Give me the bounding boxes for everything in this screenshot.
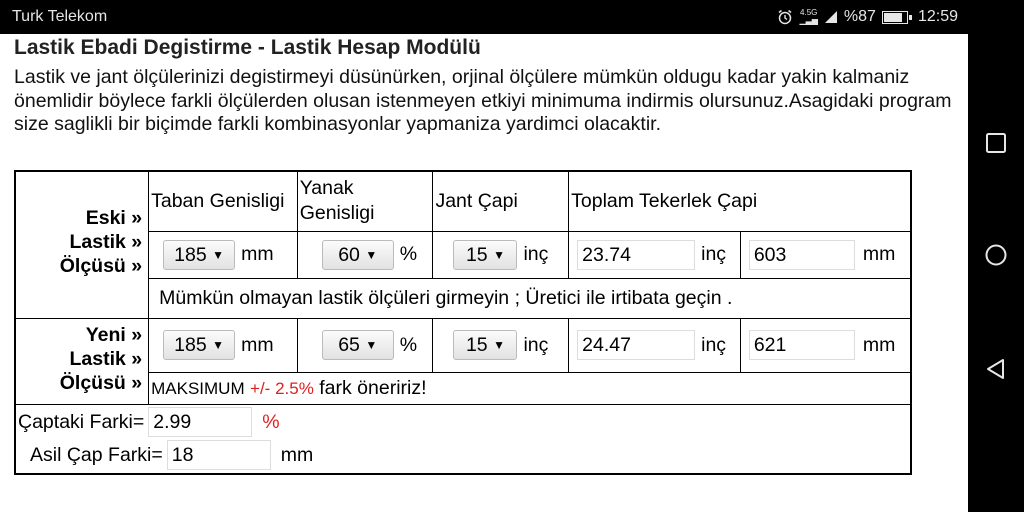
cell-bars-icon [824, 10, 838, 24]
asil-cap-farki-unit: mm [280, 443, 314, 466]
unit-percent: % [399, 333, 418, 356]
yeni-taban-select[interactable] [163, 330, 235, 360]
chevron-down-icon: ▼ [212, 338, 225, 352]
eski-taban-cell [149, 231, 298, 278]
eski-label-line: Ölçüsü » [59, 255, 143, 277]
unit-mm: mm [862, 243, 896, 265]
yeni-taban-cell [149, 318, 298, 372]
chevron-down-icon: ▼ [493, 247, 505, 262]
warning-text: Mümkün olmayan lastik ölçüleri girmeyin ; Üretici ile irtibata geçin . [149, 278, 911, 318]
eski-taban-select[interactable] [163, 240, 235, 270]
unit-mm: mm [862, 333, 896, 356]
eski-label-line: Lastik » [69, 231, 143, 253]
battery-icon [882, 11, 908, 24]
navigation-bar [968, 34, 1024, 512]
unit-inch: inç [701, 333, 727, 356]
asil-cap-farki-row [18, 439, 908, 472]
intro-text: Lastik ve jant ölçülerinizi degistirmeyi düsünürken, orjinal ölçülere mümkün oldugu kadar yakin kalmaniz önemlidir böylece farkli ölçülerden olusan istenmeyen etkiyi minimuma indirmis olursunuz.Asagidaki program size saglikli bir biçimde farkli kombinasyonlar yapmaniza yardimci olacaktir. [14, 66, 952, 135]
captaki-farki-unit: % [262, 410, 280, 433]
yeni-jant-cell [433, 318, 569, 372]
back-icon[interactable] [984, 357, 1008, 381]
unit-inch: inç [701, 243, 727, 265]
chevron-down-icon: ▼ [212, 247, 225, 262]
status-icons [777, 8, 958, 26]
status-bar [0, 0, 1024, 34]
captaki-farki-input[interactable]: 2.99 [148, 407, 252, 437]
unit-mm: mm [241, 333, 274, 356]
maksimum-note [149, 372, 911, 404]
header-jant: Jant Çapi [433, 171, 569, 231]
yeni-jant-value: 15 [465, 334, 488, 356]
recent-apps-icon[interactable] [984, 131, 1008, 155]
maksimum-suffix: fark öneririz! [319, 376, 427, 399]
web-content [0, 34, 968, 512]
yeni-cap-inch-input[interactable]: 24.47 [577, 330, 695, 360]
battery-level [884, 13, 902, 22]
header-toplam: Toplam Tekerlek Çapi [569, 171, 911, 231]
clock: 12:59 [917, 8, 958, 25]
network-type: 4.5G [800, 8, 818, 17]
yeni-label-line: Lastik » [69, 347, 143, 370]
yeni-cap-mm-input[interactable]: 621 [749, 330, 855, 360]
chevron-down-icon: ▼ [365, 247, 378, 262]
header-taban: Taban Genisligi [149, 171, 298, 231]
yeni-cap-inch-cell [569, 318, 741, 372]
yeni-jant-select[interactable] [453, 330, 517, 360]
unit-mm: mm [241, 243, 274, 265]
captaki-farki-row [18, 406, 908, 439]
header-yanak: Yanak Genisligi [297, 171, 433, 231]
yeni-taban-value: 185 [174, 334, 207, 356]
yeni-lastik-label [15, 318, 149, 404]
asil-cap-farki-input[interactable]: 18 [167, 440, 271, 470]
eski-taban-value: 185 [174, 243, 207, 266]
captaki-farki-label: Çaptaki Farki= [18, 410, 145, 433]
maksimum-value: +/- 2.5% [250, 378, 314, 398]
yeni-label-line: Ölçüsü » [59, 371, 143, 394]
maksimum-label: MAKSIMUM [151, 378, 245, 398]
page-title: Lastik Ebadi Degistirme - Lastik Hesap Modülü [14, 36, 481, 59]
yeni-label-line: Yeni » [85, 323, 143, 346]
eski-yanak-value: 60 [338, 243, 360, 266]
yeni-yanak-value: 65 [338, 334, 360, 356]
unit-percent: % [399, 243, 418, 265]
eski-jant-value: 15 [465, 243, 488, 266]
eski-jant-select[interactable] [453, 240, 517, 270]
eski-label-line: Eski » [85, 207, 143, 229]
chevron-down-icon: ▼ [493, 338, 505, 352]
unit-inch: inç [523, 243, 549, 265]
carrier-name: Turk Telekom [12, 8, 108, 25]
home-icon[interactable] [984, 243, 1008, 267]
eski-cap-mm-cell [740, 231, 911, 278]
yeni-cap-mm-cell [740, 318, 911, 372]
eski-cap-inch-cell [569, 231, 741, 278]
signal-icon: 4.5G ▁▃▅ [799, 8, 818, 25]
eski-jant-cell [433, 231, 569, 278]
alarm-clock-icon [777, 9, 793, 25]
chevron-down-icon: ▼ [365, 338, 378, 352]
eski-cap-inch-input[interactable]: 23.74 [577, 240, 695, 270]
yeni-yanak-select[interactable] [322, 330, 394, 360]
yeni-yanak-cell [297, 318, 433, 372]
difference-section [15, 404, 911, 474]
eski-cap-mm-input[interactable]: 603 [749, 240, 855, 270]
tire-calculator-table [14, 170, 912, 475]
eski-lastik-label [15, 171, 149, 318]
eski-yanak-select[interactable] [322, 240, 394, 270]
eski-yanak-cell [297, 231, 433, 278]
unit-inch: inç [523, 333, 549, 356]
asil-cap-farki-label: Asil Çap Farki= [30, 443, 163, 466]
battery-percent: %87 [843, 8, 876, 25]
